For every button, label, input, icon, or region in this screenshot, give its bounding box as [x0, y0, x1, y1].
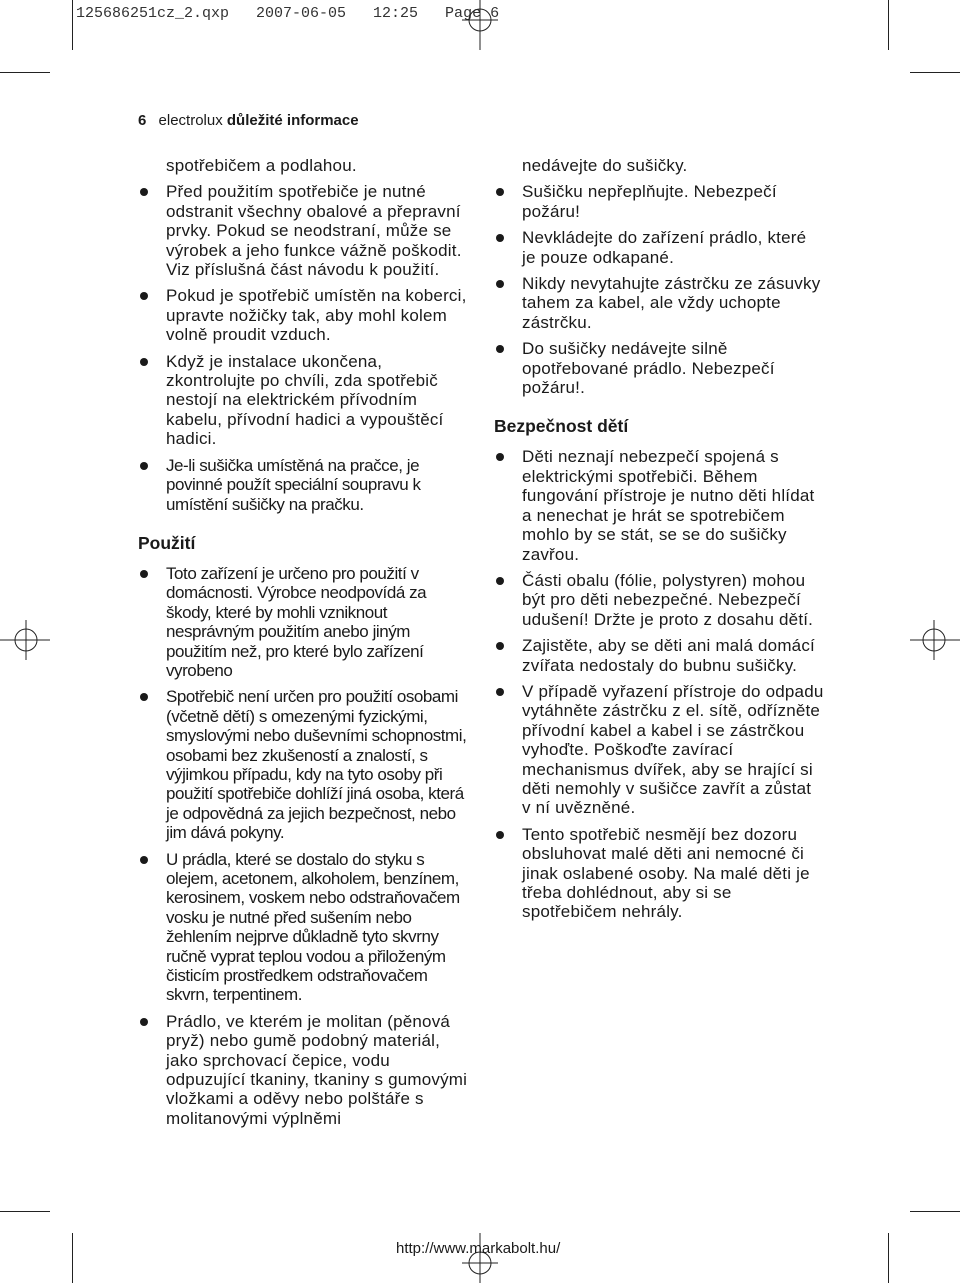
crop-mark-bottom-right-h [910, 1211, 960, 1212]
crop-mark-top-right [888, 0, 889, 50]
list-item: Pokud je spotřebič umístěn na koberci, upravte nožičky tak, aby mohl kolem volně proudit vzduch. [138, 286, 473, 344]
registration-mark-top-icon [460, 0, 500, 50]
list-item: V případě vyřazení přístroje do odpadu vytáhněte zástrčku z el. sítě, odřízněte přívodní kabel a kabel i se zástrčkou vyhoďte. Poškoďte zavírací mechanismus dvířek, aby se hrající si děti nemohly v sušičce zavřít a zůstat v ní uvězněné. [494, 682, 824, 818]
list-item: Nevkládejte do zařízení prádlo, které je pouze odkapané. [494, 228, 824, 267]
crop-mark-bottom-left [72, 1233, 73, 1283]
page-number: 6 [138, 112, 147, 129]
continuation-text: nedávejte do sušičky. [522, 156, 688, 175]
list-item: Prádlo, ve kterém je molitan (pěnová pryž) nebo gumě podobný materiál, jako sprchovací čepice, vodu odpuzující tkaniny, tkaniny s gumovými vložkami a oděvy nebo polštáře s molitanovými výplněmi [138, 1012, 473, 1128]
list-item: Když je instalace ukončena, zkontrolujte po chvíli, zda spotřebič nestojí na elektrickém přívodním kabelu, přívodní hadici a vypouštěcí hadici. [138, 352, 473, 449]
print-slug: 125686251cz_2.qxp 2007-06-05 12:25 Page 6 [76, 5, 500, 22]
crop-mark-top-left-h [0, 72, 50, 73]
page-header [138, 112, 359, 129]
list-item: Nikdy nevytahujte zástrčku ze zásuvky tahem za kabel, ale vždy uchopte zástrčku. [494, 274, 824, 332]
list-item: Sušičku nepřeplňujte. Nebezpečí požáru! [494, 182, 824, 221]
list-item: Spotřebič není určen pro použití osobami (včetně dětí) s omezenými fyzickými, smyslovými nebo duševními schopnostmi, osobami bez zkušeností a znalostí, s výjimkou případu, kdy na tyto osoby při použití spotřebiče dohlíží jiná osoba, která je odpovědná za jejich bezpečnost, nebo jim dává pokyny. [138, 687, 473, 842]
brand-name: electrolux [158, 112, 223, 129]
right-column [494, 156, 824, 929]
left-column [138, 156, 473, 1135]
footer-url: http://www.markabolt.hu/ [396, 1240, 561, 1257]
crop-mark-top-left [72, 0, 73, 50]
crop-mark-top-right-h [910, 72, 960, 73]
list-item: Je-li sušička umístěná na pračce, je povinné použít speciální soupravu k umístění sušičky na pračku. [138, 456, 473, 514]
section-heading-use: Použití [138, 532, 196, 553]
list-item: Děti neznají nebezpečí spojená s elektrickými spotřebiči. Během fungování přístroje je nutno děti hlídat a nenechat je hrát se spotrebičem mohlo by se stát, se se do sušičky zavřou. [494, 447, 824, 563]
list-item: Části obalu (fólie, polystyren) mohou být pro děti nebezpečné. Nebezpečí udušení! Držte je proto z dosahu dětí. [494, 571, 824, 629]
list-item: Zajistěte, aby se děti ani malá domácí zvířata nedostaly do bubnu sušičky. [494, 636, 824, 675]
section-heading-child-safety: Bezpečnost dětí [494, 416, 629, 437]
registration-mark-left-icon [0, 620, 50, 660]
list-item: Toto zařízení je určeno pro použití v domácnosti. Výrobce neodpovídá za škody, které by mohli vzniknout nesprávným použitím anebo jiným použitím než, pro které bylo zařízení vyrobeno [138, 564, 473, 680]
list-item: U prádla, které se dostalo do styku s olejem, acetonem, alkoholem, benzínem, kerosinem, voskem nebo odstraňovačem vosku je nutné před sušením nebo žehlením nejprve důkladně tyto skvrny ručně vyprat teplou vodou a přiloženým čisticím prostředkem odstraňovačem skvrn, terpentinem. [138, 850, 473, 1005]
list-item: Do sušičky nedávejte silně opotřebované prádlo. Nebezpečí požáru!. [494, 339, 824, 397]
section-title: důležité informace [226, 112, 359, 129]
continuation-text: spotřebičem a podlahou. [166, 156, 357, 175]
list-item: Tento spotřebič nesmějí bez dozoru obsluhovat malé děti ani nemocné či jinak oslabené osoby. Na malé děti je třeba dohlédnout, aby si se spotřebičem nehrály. [494, 825, 824, 922]
crop-mark-bottom-left-h [0, 1211, 50, 1212]
list-item: Před použitím spotřebiče je nutné odstranit všechny obalové a přepravní prvky. Pokud se neodstraní, může se výrobek a jeho funkce vážně poškodit. Viz příslušná část návodu k použití. [138, 182, 473, 279]
registration-mark-right-icon [910, 620, 960, 660]
crop-mark-bottom-right [888, 1233, 889, 1283]
